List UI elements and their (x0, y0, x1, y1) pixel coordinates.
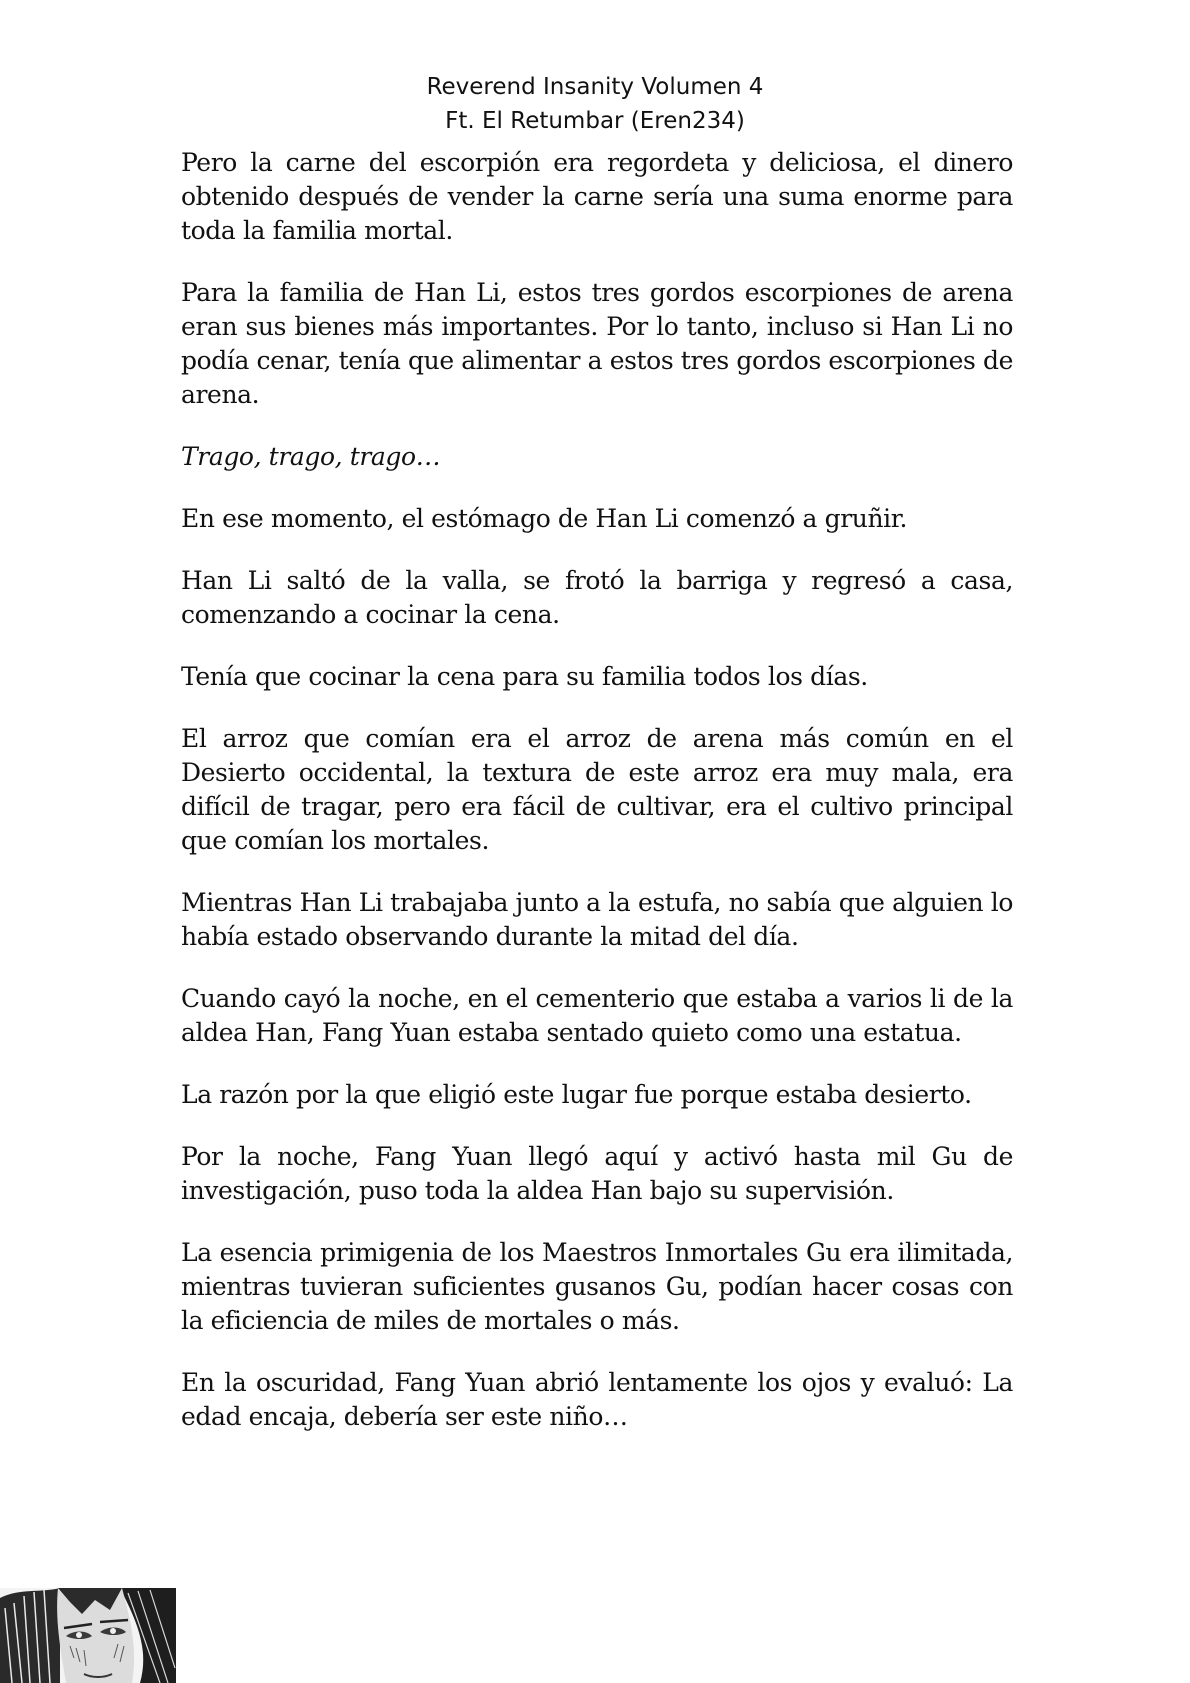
paragraph: Tenía que cocinar la cena para su familia todos los días. (181, 662, 868, 691)
header-subtitle: Ft. El Retumbar (Eren234) (445, 108, 745, 134)
paragraph: La razón por la que eligió este lugar fue porque estaba desierto. (181, 1080, 972, 1109)
paragraph: En la oscuridad, Fang Yuan abrió lentamente los ojos y evaluó: La edad encaja, debería ser este niño… (181, 1368, 1013, 1431)
header-title: Reverend Insanity Volumen 4 (426, 74, 764, 100)
paragraph: El arroz que comían era el arroz de arena más común en el Desierto occidental, la textura de este arroz era muy mala, era difícil de tragar, pero era fácil de cultivar, era el cultivo principal que comían los mortales. (181, 724, 1013, 855)
chapter-body (181, 146, 1013, 1462)
page-header (0, 70, 1190, 138)
paragraph-sound-effect: Trago, trago, trago… (181, 442, 441, 471)
paragraph: Pero la carne del escorpión era regordeta y deliciosa, el dinero obtenido después de vender la carne sería una suma enorme para toda la familia mortal. (181, 148, 1013, 245)
paragraph: En ese momento, el estómago de Han Li comenzó a gruñir. (181, 504, 908, 533)
paragraph: Han Li saltó de la valla, se frotó la barriga y regresó a casa, comenzando a cocinar la cena. (181, 566, 1013, 629)
paragraph: Para la familia de Han Li, estos tres gordos escorpiones de arena eran sus bienes más importantes. Por lo tanto, incluso si Han Li no podía cenar, tenía que alimentar a estos tres gordos escorpiones de arena. (181, 278, 1013, 409)
paragraph: Cuando cayó la noche, en el cementerio que estaba a varios li de la aldea Han, Fang Yuan estaba sentado quieto como una estatua. (181, 984, 1013, 1047)
paragraph: La esencia primigenia de los Maestros Inmortales Gu era ilimitada, mientras tuvieran suficientes gusanos Gu, podían hacer cosas con la eficiencia de miles de mortales o más. (181, 1238, 1013, 1335)
paragraph: Por la noche, Fang Yuan llegó aquí y activó hasta mil Gu de investigación, puso toda la aldea Han bajo su supervisión. (181, 1142, 1013, 1205)
manga-portrait-image (0, 1588, 176, 1683)
paragraph: Mientras Han Li trabajaba junto a la estufa, no sabía que alguien lo había estado observando durante la mitad del día. (181, 888, 1013, 951)
